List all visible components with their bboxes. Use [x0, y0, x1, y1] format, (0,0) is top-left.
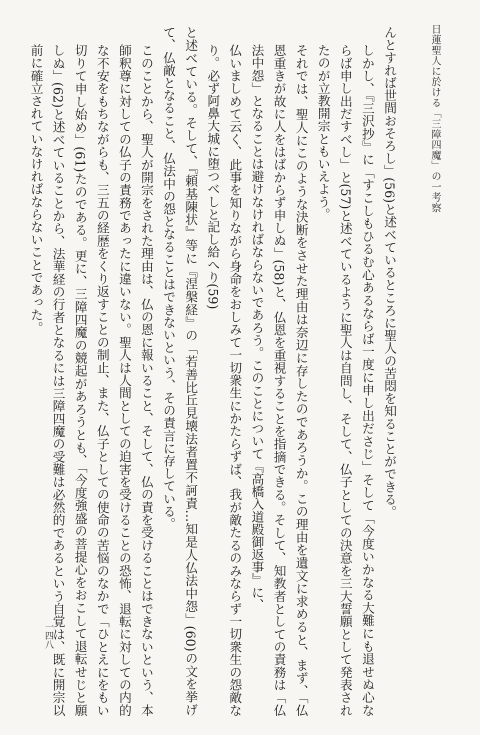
paragraph-5: このことから、聖人が開宗をされた理由は、仏の恩に報いること、そして、仏の責を受けることはできないという、本師釈尊に対しての仏子の責務であったに違いない。聖人は人間としての迫害を受けることの恐怖、退転に対しての内的な不安をもちながらも、三五の経歴をくり返すことの制止、また、仏子としての使命の苦悩のなかで「ひとえにをもい切りて申し始め」(61)たのである。更に、三障四魔の競起があろうとも、「今度強盛の菩提心をおこして退転せじと願しぬ」(62)と述べていることから、法華経の行者となるには三障四魔の受難は必然的であるという自覚は、既に開宗以前に確立されていなければならないことであった。	[28, 43, 154, 716]
paragraph-2: しかし、『三沢抄』に「すこしもひるむ心あるならば一度に申し出ださじ」そして「今度いかなる大難にも退せぬ心ならば申し出だすべし」と(57)と述べているように聖人は自問し、そして、仏子としての決意を三大誓願として発表されたのが立教開宗ともいえよう。	[315, 43, 375, 716]
paragraph-3: それでは、聖人にこのような決断をさせた理由は奈辺に存したのであろうか。この理由を遺文に求めると、まず、「仏恩重きが故に人をはばからず申しぬ」(58)と、仏恩を重視することを指摘できる。そして、知教者としての責務は「仏法中怨」となることは避けなければならないであろう。このことについて『高橋入道殿御返事』に、	[249, 43, 309, 716]
paragraph-4: と述べている。そして、『頼基陳状』等に『涅槃経』の「若善比丘見壊法者置不訶責…知是人仏法中怨」(60)の文を挙げて、仏敵となること、仏法中の怨となることはできないという、その責言に存している。	[161, 26, 199, 716]
main-text	[28, 26, 400, 716]
running-header: 日蓮聖人に於ける「三障四魔」の一考察	[429, 24, 440, 213]
quoted-passage: 仏いましめて云く、此事を知りながら身命をおしみて一切衆生にかたらずば、我が敵たるのみならず一切衆生の怨敵なり。必ず阿鼻大城に堕つべしと記し給へり(59)	[205, 43, 243, 716]
page-number: 一四八	[43, 622, 53, 649]
paragraph-1: んとすれば世間おそろし」(56)と述べているところに聖人の苦悶を知ることができる。	[382, 26, 397, 519]
